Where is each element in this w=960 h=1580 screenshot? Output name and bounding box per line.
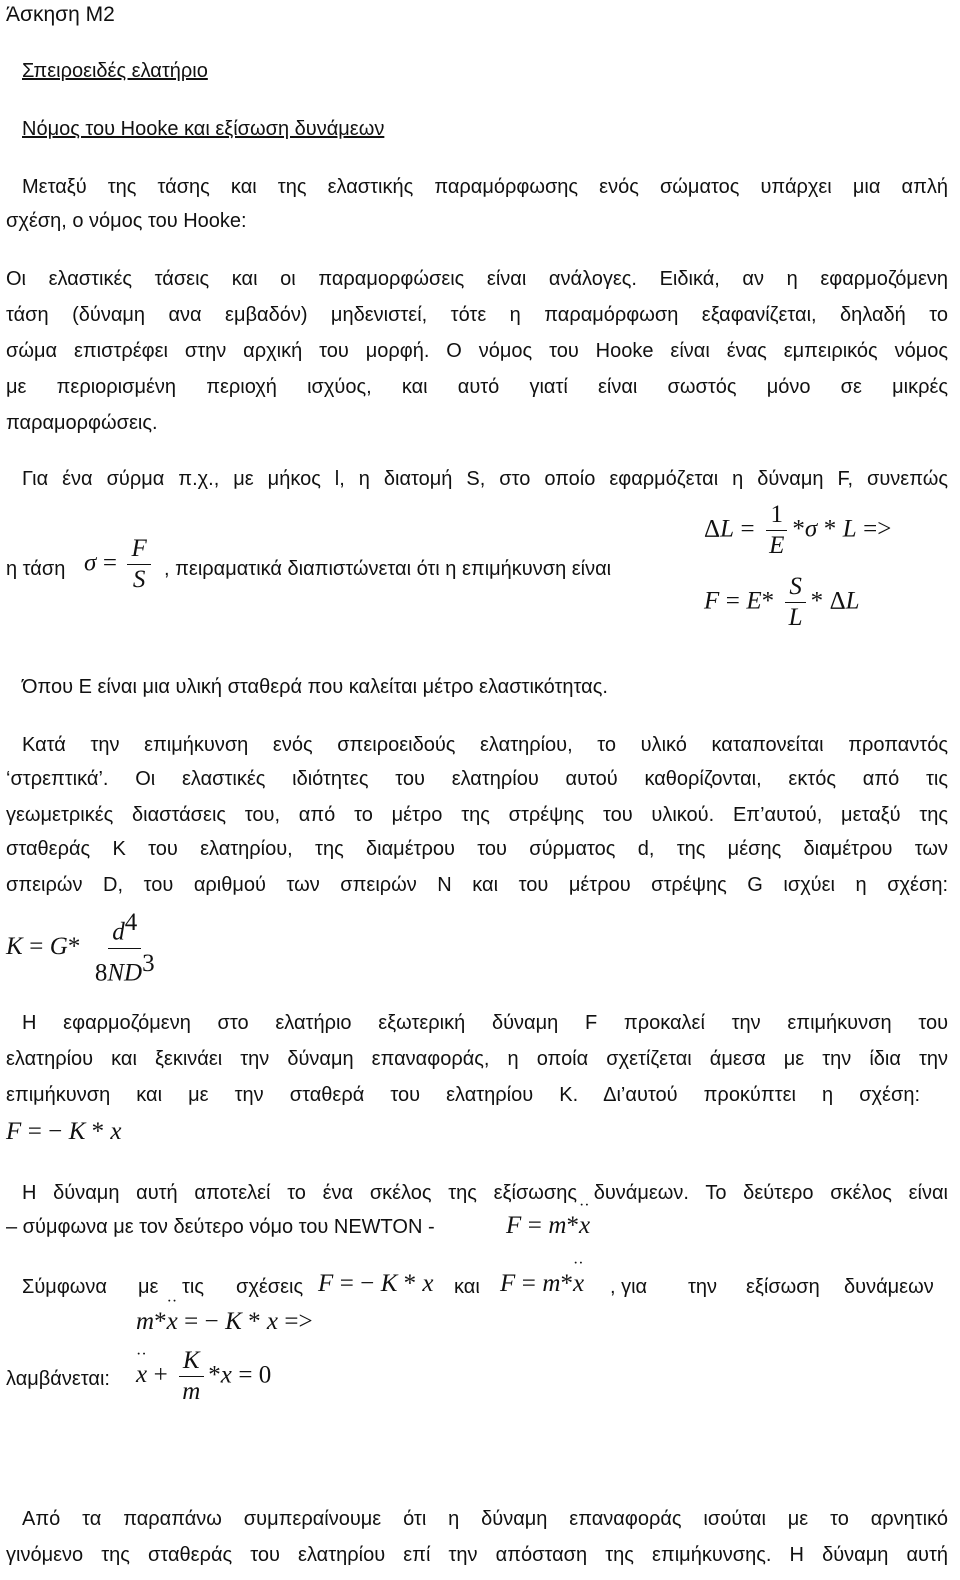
paragraph-line: επιμήκυνση και με την σταθερά του ελατηρίου Κ. Δι’αυτού προκύπτει η σχέση: (6, 1084, 920, 1106)
paragraph-word: σχέσεις (236, 1276, 304, 1298)
stress-definition-suffix: , πειραματικά διαπιστώνεται ότι η επιμήκυνση είναι (164, 558, 612, 580)
section-heading-hooke: Νόμος του Hooke και εξίσωση δυνάμεων (22, 118, 385, 140)
paragraph-word: με (138, 1276, 159, 1298)
paragraph-line: – σύμφωνα με τον δεύτερο νόμο του NEWTON - (6, 1216, 435, 1238)
paragraph-word: τις (182, 1276, 204, 1298)
paragraph-line: ‘στρεπτικά’. Οι ελαστικές ιδιότητες του ελατηρίου αυτού καθορίζονται, εκτός από τις (6, 768, 948, 790)
paragraph-line: Για ένα σύρμα π.χ., με μήκος l, η διατομή S, στο οποίο εφαρμόζεται η δύναμη F, συνεπώς (22, 468, 948, 490)
paragraph-line: σπειρών D, του αριθμού των σπειρών Ν και του μέτρου στρέψης G ισχύει η σχέση: (6, 874, 948, 896)
newton-formula: F = m*·· x (506, 1210, 590, 1240)
page-title: Άσκηση Μ2 (6, 3, 115, 26)
spring-constant-formula: K = G* $\frac{d^4}{8ND^3}$ (6, 909, 155, 987)
paragraph-line: Όπου Ε είναι μια υλική σταθερά που καλείται μέτρο ελαστικότητας. (22, 676, 608, 698)
paragraph-line: ελατηρίου και ξεκινάει την δύναμη επαναφοράς, η οποία σχετίζεται άμεσα με την ίδια την (6, 1048, 948, 1070)
paragraph-line: Από τα παραπάνω συμπεραίνουμε ότι η δύναμη επαναφοράς ισούται με το αρνητικό (22, 1508, 948, 1530)
paragraph-line: σταθεράς Κ του ελατηρίου, της διαμέτρου του σύρματος d, της μέσης διαμέτρου των (6, 838, 948, 860)
paragraph-line: γεωμετρικές διαστάσεις του, από το μέτρο της στρέψης του υλικού. Επ’αυτού, μεταξύ της (6, 804, 948, 826)
paragraph-line: τάση (δύναμη ανα εμβαδόν) μηδενιστεί, τότε η παραμόρφωση εξαφανίζεται, δηλαδή το (6, 304, 948, 326)
restoring-force-formula: F = − K * x (6, 1118, 122, 1145)
paragraph-line: Κατά την επιμήκυνση ενός σπειροειδούς ελατηρίου, το υλικό καταπονείται προπαντός (22, 734, 948, 756)
paragraph-line: γινόμενο της σταθεράς του ελατηρίου επί την απόσταση της επιμήκυνσης. Η δύναμη αυτή (6, 1544, 948, 1566)
paragraph-word: , για (610, 1276, 648, 1298)
restoring-force-inline: F = − K * x (318, 1270, 434, 1297)
paragraph-word: την (688, 1276, 718, 1298)
force-balance-formula: m*·· x = − K * x => (136, 1306, 313, 1336)
force-formula: F = E* $\frac{S}{L}$ * ΔL (704, 573, 860, 631)
paragraph-word: εξίσωση (746, 1276, 820, 1298)
paragraph-line: Η δύναμη αυτή αποτελεί το ένα σκέλος της εξίσωσης δυνάμεων. Το δεύτερο σκέλος είναι (22, 1182, 948, 1204)
paragraph-line: με περιορισμένη περιοχή ισχύος, και αυτό γιατί είναι σωστός μόνο σε μικρές (6, 376, 948, 398)
equation-of-motion: ·· x + $\frac{K}{m}$ *x = 0 (136, 1346, 271, 1407)
paragraph-line: Η εφαρμοζόμενη στο ελατήριο εξωτερική δύναμη F προκαλεί την επιμήκυνση του (22, 1012, 948, 1034)
paragraph-line: σχέση, ο νόμος του Hooke: (6, 210, 247, 232)
paragraph-line: σώμα επιστρέφει στην αρχική του μορφή. Ο νόμος του Hooke είναι ένας εμπειρικός νόμος (6, 340, 948, 362)
elongation-formula: ΔL = $\frac{1}{E}$ *σ * L => (704, 501, 892, 559)
stress-formula: σ = $\frac{F}{S}$ (84, 534, 155, 595)
paragraph-line: παραμορφώσεις. (6, 412, 158, 434)
result-label: λαμβάνεται: (6, 1368, 110, 1390)
paragraph-word: Σύμφωνα (22, 1276, 107, 1298)
paragraph-line: Μεταξύ της τάσης και της ελαστικής παραμόρφωσης ενός σώματος υπάρχει μια απλή (22, 176, 948, 198)
paragraph-word: και (454, 1276, 480, 1298)
section-heading-spring: Σπειροειδές ελατήριο (22, 60, 208, 82)
paragraph-line: Οι ελαστικές τάσεις και οι παραμορφώσεις είναι ανάλογες. Ειδικά, αν η εφαρμοζόμενη (6, 268, 948, 290)
stress-definition: η τάση (6, 558, 66, 580)
paragraph-word: δυνάμεων (844, 1276, 934, 1298)
newton-inline: F = m*·· x (500, 1268, 584, 1298)
